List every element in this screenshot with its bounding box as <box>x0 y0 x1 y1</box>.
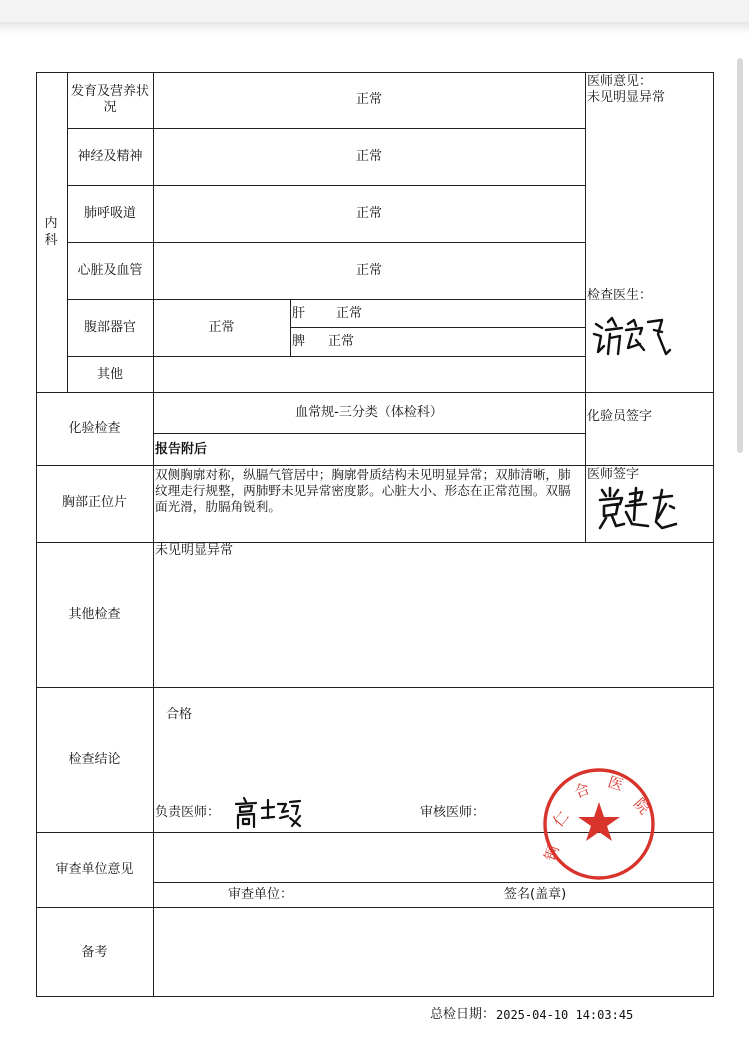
examining-doctor-label: 检查医生： <box>587 288 653 303</box>
grid-line <box>67 242 585 243</box>
grid-line <box>153 433 585 434</box>
grid-line <box>36 392 714 393</box>
chest-xray-label: 胸部正位片 <box>61 495 127 510</box>
lab-report-note: 报告附后 <box>155 442 208 457</box>
grid-line <box>290 327 585 328</box>
internal-medicine-label: 内科 <box>44 216 58 248</box>
viewer-top-bar <box>0 0 749 22</box>
svg-text:铜: 铜 <box>540 843 563 864</box>
liver-value: 正常 <box>336 306 363 321</box>
scrollbar-thumb[interactable] <box>737 58 743 453</box>
responsible-doctor-signature <box>234 796 302 830</box>
review-label: 审查单位意见 <box>55 862 134 877</box>
grid-line <box>36 907 714 908</box>
grid-line <box>67 128 585 129</box>
row-value-lung: 正常 <box>355 206 382 221</box>
lab-signer-label: 化验员签字 <box>587 409 653 424</box>
row-label-development: 发育及营养状况 <box>70 84 149 115</box>
svg-text:仁: 仁 <box>549 807 573 831</box>
grid-line <box>67 185 585 186</box>
row-label-heart: 心脏及血管 <box>77 263 143 278</box>
row-value-abdomen: 正常 <box>208 320 235 335</box>
grid-line <box>36 465 714 466</box>
other-exam-value: 未见明显异常 <box>155 543 234 558</box>
grid-line <box>36 542 714 543</box>
doctor-opinion-label: 医师意见： <box>587 74 653 89</box>
grid-line <box>585 72 586 543</box>
chest-doctor-label: 医师签字 <box>587 467 640 482</box>
grid-line <box>36 687 714 688</box>
responsible-doctor-label: 负责医师： <box>155 805 221 820</box>
svg-text:合: 合 <box>571 779 593 802</box>
grid-line <box>713 72 714 997</box>
remarks-label: 备考 <box>81 945 108 960</box>
other-exam-label: 其他检查 <box>68 607 121 622</box>
grid-line <box>67 72 68 392</box>
lab-test-name: 血常规-三分类（体检科） <box>295 405 443 420</box>
row-value-heart: 正常 <box>355 263 382 278</box>
viewer-top-shadow <box>0 22 749 34</box>
liver-label: 肝 <box>292 306 306 321</box>
row-label-nerve: 神经及精神 <box>77 149 143 164</box>
grid-line <box>290 299 291 356</box>
row-value-development: 正常 <box>355 92 382 107</box>
reviewing-doctor-label: 审核医师： <box>420 805 486 820</box>
row-label-lung: 肺呼吸道 <box>83 206 136 221</box>
grid-line <box>36 996 714 997</box>
examining-doctor-signature <box>592 314 672 360</box>
review-unit-label: 审查单位： <box>228 887 294 902</box>
chest-xray-finding: 双侧胸廓对称，纵膈气管居中；胸廓骨质结构未见明显异常；双肺清晰，肺纹理走行规整，两肺野未见异常密度影。心脏大小、形态在正常范围。双膈面光滑，肋膈角锐利。 <box>155 467 571 514</box>
row-value-nerve: 正常 <box>355 149 382 164</box>
hospital-stamp <box>541 764 657 884</box>
row-label-abdomen: 腹部器官 <box>83 320 136 335</box>
conclusion-value: 合格 <box>166 707 193 722</box>
svg-text:医: 医 <box>605 772 626 795</box>
exam-date-label: 总检日期： <box>430 1007 496 1022</box>
chest-doctor-signature <box>596 484 680 532</box>
row-label-other: 其他 <box>96 367 123 382</box>
lab-label: 化验检查 <box>68 421 121 436</box>
conclusion-label: 检查结论 <box>68 752 121 767</box>
spleen-label: 脾 <box>292 334 306 349</box>
grid-line <box>67 356 585 357</box>
svg-text:院: 院 <box>630 794 654 818</box>
spleen-value: 正常 <box>328 334 355 349</box>
grid-line <box>36 72 714 73</box>
doctor-opinion-value: 未见明显异常 <box>587 90 666 105</box>
grid-line <box>36 72 37 997</box>
grid-line <box>67 299 585 300</box>
exam-date-value: 2025-04-10 14:03:45 <box>496 1008 634 1022</box>
review-sign-label: 签名(盖章) <box>504 887 567 902</box>
